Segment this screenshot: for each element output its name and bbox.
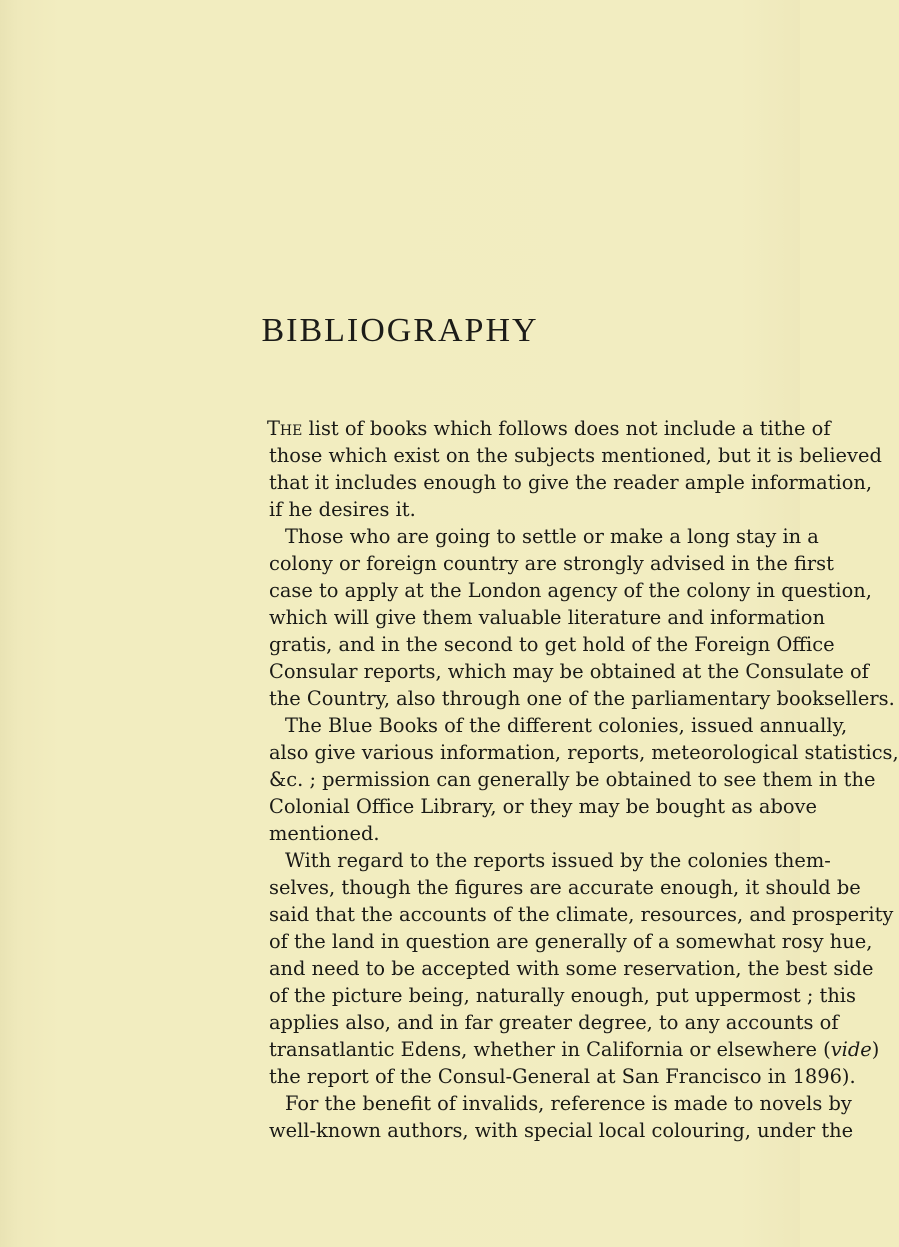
text-line: Colonial Office Library, or they may be bought as above [269,795,817,818]
text-line: the report of the Consul-General at San Francisco in 1896). [269,1065,856,1088]
text-line: Those who are going to settle or make a long stay in a [285,525,819,548]
lead-word: The [267,417,303,440]
text-line: the Country, also through one of the parliamentary booksellers. [269,687,895,710]
italic-word: vide [830,1038,872,1061]
text-line: Consular reports, which may be obtained at the Consulate of [269,660,869,683]
line-text: ) [871,1038,880,1061]
text-line [267,415,831,442]
text-line: case to apply at the London agency of the colony in question, [269,579,872,602]
text-line: those which exist on the subjects mentioned, but it is believed [269,444,882,467]
text-line: also give various information, reports, meteorological statistics, [269,741,899,764]
text-line [269,1036,879,1063]
text-line: said that the accounts of the climate, resources, and prosperity [269,903,894,926]
text-line: The Blue Books of the different colonies, issued annually, [285,714,848,737]
line-text: list of books which follows does not include a tithe of [302,417,831,440]
text-line: With regard to the reports issued by the colonies them- [285,849,831,872]
text-line: gratis, and in the second to get hold of the Foreign Office [269,633,835,656]
text-line: For the benefit of invalids, reference is made to novels by [285,1092,852,1115]
text-line: of the land in question are generally of a somewhat rosy hue, [269,930,873,953]
page-title: BIBLIOGRAPHY [261,312,539,349]
text-line: selves, though the figures are accurate enough, it should be [269,876,861,899]
text-line: applies also, and in far greater degree, to any accounts of [269,1011,839,1034]
text-line: and need to be accepted with some reservation, the best side [269,957,874,980]
text-line: which will give them valuable literature and information [269,606,825,629]
text-line: &c. ; permission can generally be obtained to see them in the [269,768,876,791]
text-line: of the picture being, naturally enough, put uppermost ; this [269,984,856,1007]
line-text: transatlantic Edens, whether in California or elsewhere ( [269,1038,831,1061]
text-line: if he desires it. [269,498,416,521]
text-line: well-known authors, with special local colouring, under the [269,1119,854,1142]
text-line: that it includes enough to give the reader ample information, [269,471,873,494]
text-line: mentioned. [269,822,380,845]
text-line: colony or foreign country are strongly advised in the first [269,552,834,575]
